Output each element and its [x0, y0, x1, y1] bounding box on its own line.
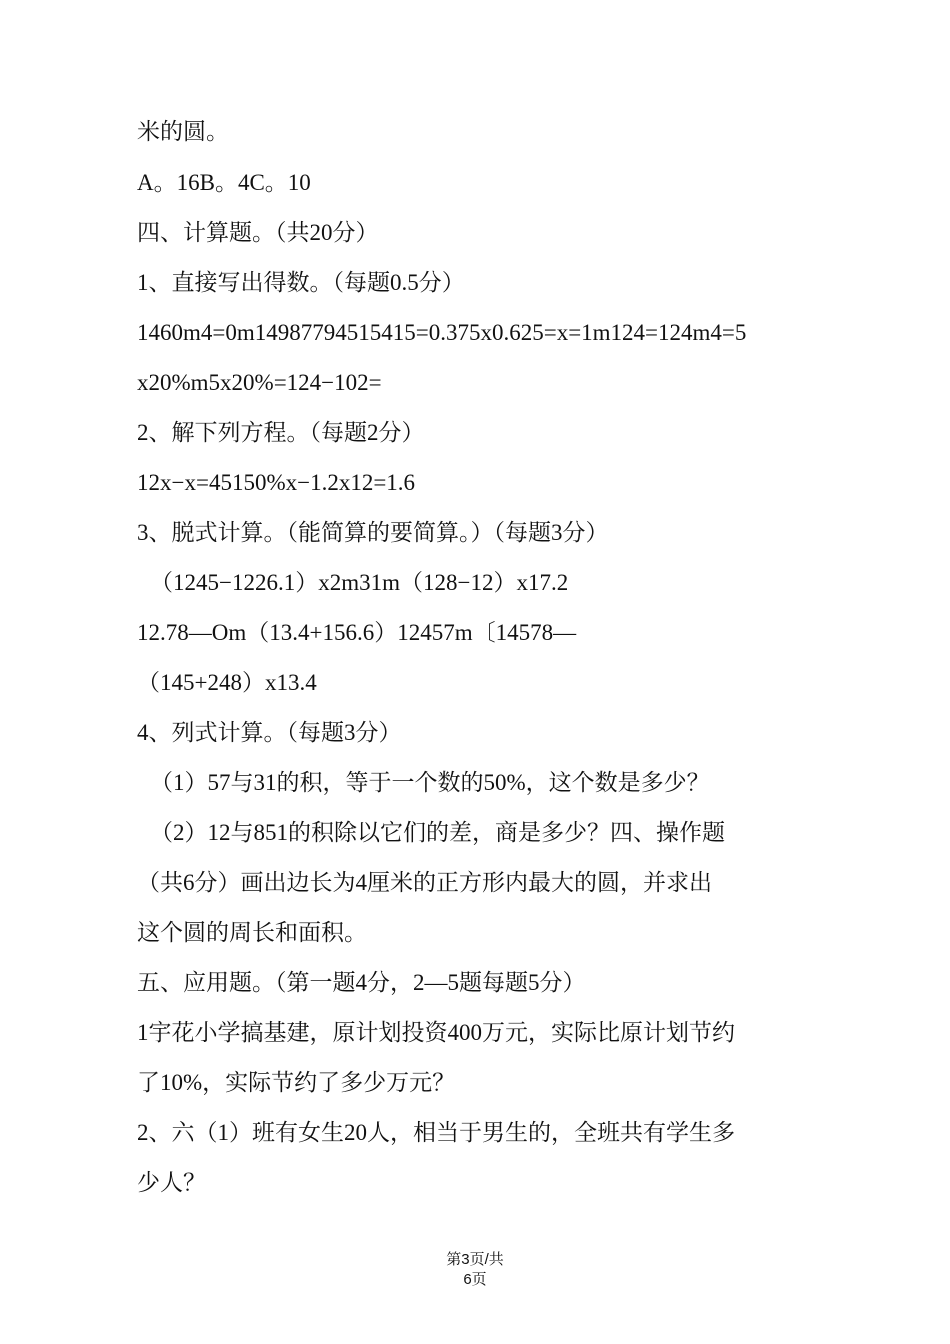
question-heading: 2、解下列方程。（每题2分） — [137, 420, 425, 445]
text-line: x20%m5x20%=124−102= — [137, 370, 382, 395]
text-line: （1245−1226.1）x2m31m（128−12）x17.2 — [150, 570, 569, 595]
text-line: （共6分）画出边长为4厘米的正方形内最大的圆，并求出 — [137, 870, 712, 895]
text-line: （1）57与31的积，等于一个数的50%，这个数是多少？ — [150, 770, 710, 795]
section-heading: 五、应用题。（第一题4分，2—5题每题5分） — [137, 970, 586, 995]
text-line: 了10%，实际节约了多少万元？ — [137, 1070, 456, 1095]
page-footer-line2: 6页 — [463, 1271, 487, 1288]
text-line: 12x−x=45150%x−1.2x12=1.6 — [137, 470, 416, 495]
text-line: 1宇花小学搞基建，原计划投资400万元，实际比原计划节约 — [137, 1020, 735, 1045]
text-line: 2、六（1）班有女生20人，相当于男生的，全班共有学生多 — [137, 1120, 735, 1145]
text-line: A。16B。4C。10 — [137, 170, 311, 195]
text-line: 米的圆。 — [137, 119, 229, 144]
question-heading: 1、直接写出得数。（每题0.5分） — [137, 270, 465, 295]
question-heading: 3、脱式计算。（能简算的要简算。）（每题3分） — [137, 520, 609, 545]
section-heading: 四、计算题。（共20分） — [137, 220, 379, 245]
text-line: 1460m4=0m14987794515415=0.375x0.625=x=1m124=124m4=5 — [137, 320, 747, 345]
text-line: 少人？ — [137, 1170, 206, 1195]
text-line: 12.78—Om（13.4+156.6）12457m〔14578— — [137, 620, 577, 645]
text-line: 这个圆的周长和面积。 — [137, 920, 367, 945]
question-heading: 4、列式计算。（每题3分） — [137, 720, 402, 745]
text-line: （145+248）x13.4 — [137, 670, 317, 695]
page-footer-line1: 第3页/共 — [446, 1251, 504, 1268]
text-line: （2）12与851的积除以它们的差，商是多少？四、操作题 — [150, 820, 725, 845]
